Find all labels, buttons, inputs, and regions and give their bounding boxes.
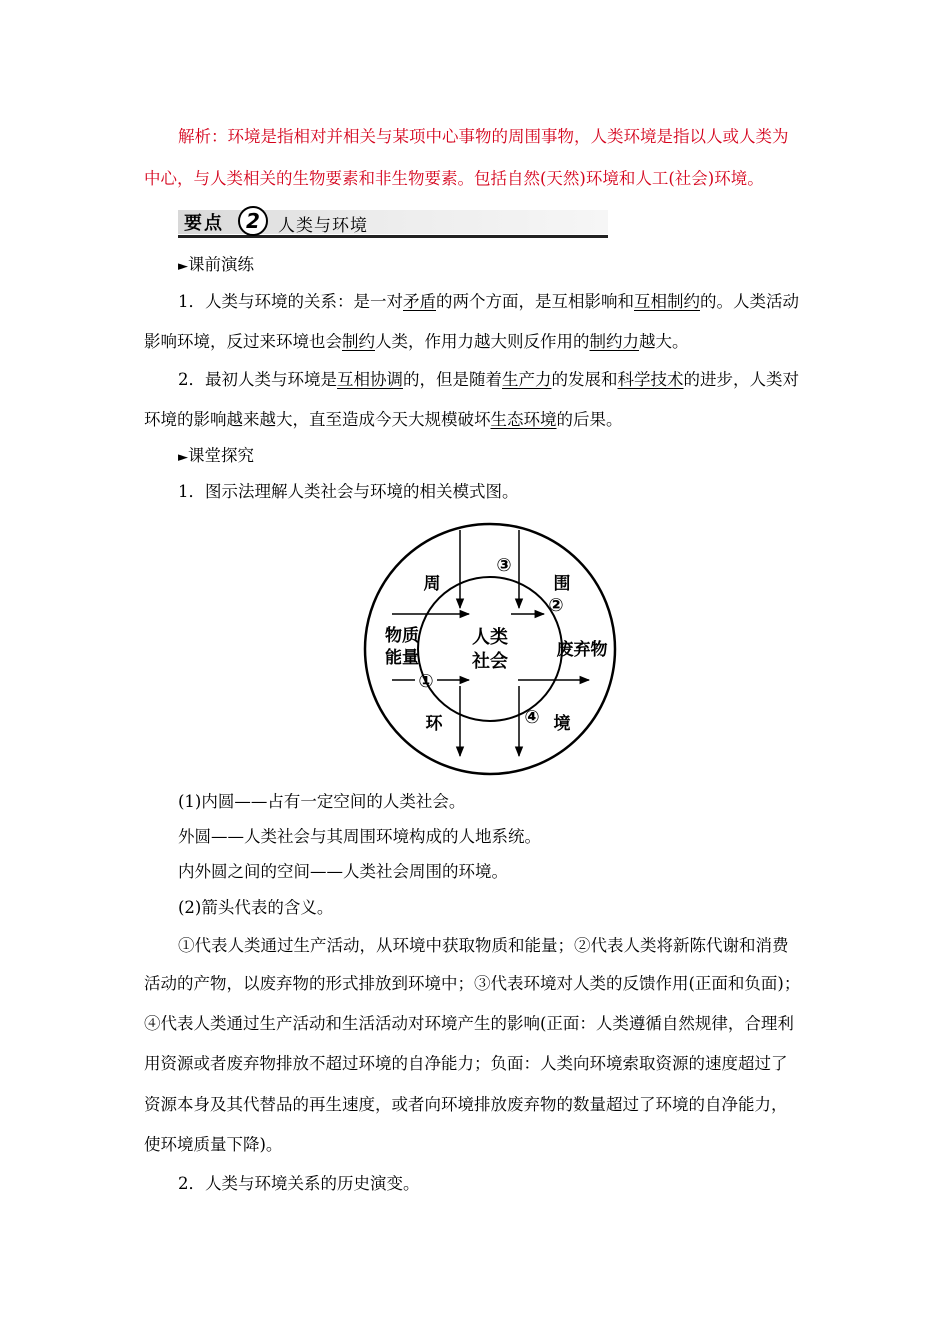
analysis-text-1: 环境是指相对并相关与某项中心事物的周围事物，人类环境是指以人或人类为 <box>227 127 789 146</box>
output-label: 废弃物 <box>556 640 608 660</box>
inner-circle <box>418 577 562 721</box>
pre-item1-line1 <box>178 291 799 313</box>
pre-item2-line1 <box>178 369 799 391</box>
banner-number: 2 <box>238 206 268 236</box>
text: 影响环境，反过来环境也会 <box>144 332 342 351</box>
para-arrows-line-2: 活动的产物，以废弃物的形式排放到环境中；③代表环境对人类的反馈作用(正面和负面)； <box>144 974 801 993</box>
text: 的。人类活动 <box>700 292 799 311</box>
analysis-label: 解析： <box>178 127 228 146</box>
marker-4: ④ <box>524 707 540 728</box>
text: 的发展和 <box>551 370 618 389</box>
analysis-line-2: 中心，与人类相关的生物要素和非生物要素。包括自然(天然)环境和人工(社会)环境。 <box>144 169 764 188</box>
in-item2-title: 2．人类与环境关系的历史演变。 <box>178 1174 420 1193</box>
ring-label-bottom-left: 环 <box>425 714 443 734</box>
human-environment-diagram <box>360 516 622 780</box>
fill-blank: 互相制约 <box>634 292 700 311</box>
pre-class-heading-text: 课前演练 <box>188 255 254 274</box>
text: 的进步，人类对 <box>683 370 799 389</box>
in-class-heading-text: 课堂探究 <box>188 446 254 465</box>
para-arrows-line-1: ①代表人类通过生产活动，从环境中获取物质和能量；②代表人类将新陈代谢和消费 <box>178 936 789 955</box>
banner-key: 要点 <box>184 213 224 234</box>
fill-blank: 生态环境 <box>490 410 557 429</box>
fill-blank: 科学技术 <box>617 370 684 389</box>
input-label-1: 物质 <box>385 626 419 646</box>
fill-blank: 制约 <box>342 332 375 351</box>
para-outer-circle: 外圆——人类社会与其周围环境构成的人地系统。 <box>178 827 541 846</box>
pre-item1-line2 <box>144 331 689 353</box>
inner-label-1: 人类 <box>472 627 508 648</box>
in-item1-title: 1．图示法理解人类社会与环境的相关模式图。 <box>178 482 519 501</box>
text: 的两个方面，是互相影响和 <box>436 292 634 311</box>
banner-title: 人类与环境 <box>278 216 368 236</box>
text: 2．最初人类与环境是 <box>178 370 337 389</box>
para-arrow-meaning: (2)箭头代表的含义。 <box>178 898 334 917</box>
banner-rule <box>178 235 608 238</box>
para-inner-circle: (1)内圆——占有一定空间的人类社会。 <box>178 792 466 811</box>
para-arrows-line-3: ④代表人类通过生产活动和生活活动对环境产生的影响(正面：人类遵循自然规律，合理利 <box>144 1014 794 1033</box>
text: 的后果。 <box>556 410 623 429</box>
inner-label-2: 社会 <box>472 651 508 672</box>
ring-label-top-right: 围 <box>553 574 571 594</box>
text: 越大。 <box>639 332 689 351</box>
analysis-line-1 <box>178 126 789 148</box>
triangle-marker-icon: ► <box>178 450 188 465</box>
text: 1．人类与环境的关系：是一对 <box>178 292 403 311</box>
para-arrows-line-4: 用资源或者废弃物排放不超过环境的自净能力；负面：人类向环境索取资源的速度超过了 <box>144 1054 788 1073</box>
text: 人类，作用力越大则反作用的 <box>375 332 590 351</box>
pre-class-heading <box>178 254 254 278</box>
fill-blank: 互相协调 <box>337 370 403 389</box>
marker-1: ① <box>418 671 434 692</box>
marker-3: ③ <box>496 555 512 576</box>
para-between-circles: 内外圆之间的空间——人类社会周围的环境。 <box>178 862 508 881</box>
text: 的，但是随着 <box>403 370 502 389</box>
text: 环境的影响越来越大，直至造成今天大规模破坏 <box>144 410 491 429</box>
section-banner <box>178 208 608 238</box>
ring-label-bottom-right: 境 <box>553 714 571 734</box>
para-arrows-line-6: 使环境质量下降)。 <box>144 1135 283 1154</box>
fill-blank: 矛盾 <box>403 292 436 311</box>
in-class-heading <box>178 445 254 469</box>
triangle-marker-icon: ► <box>178 259 188 274</box>
marker-2: ② <box>548 595 564 616</box>
ring-label-top-left: 周 <box>423 574 441 594</box>
fill-blank: 制约力 <box>589 332 639 351</box>
pre-item2-line2 <box>144 409 623 431</box>
para-arrows-line-5: 资源本身及其代替品的再生速度，或者向环境排放废弃物的数量超过了环境的自净能力， <box>144 1095 788 1114</box>
fill-blank: 生产力 <box>502 370 552 389</box>
input-label-2: 能量 <box>385 648 419 668</box>
